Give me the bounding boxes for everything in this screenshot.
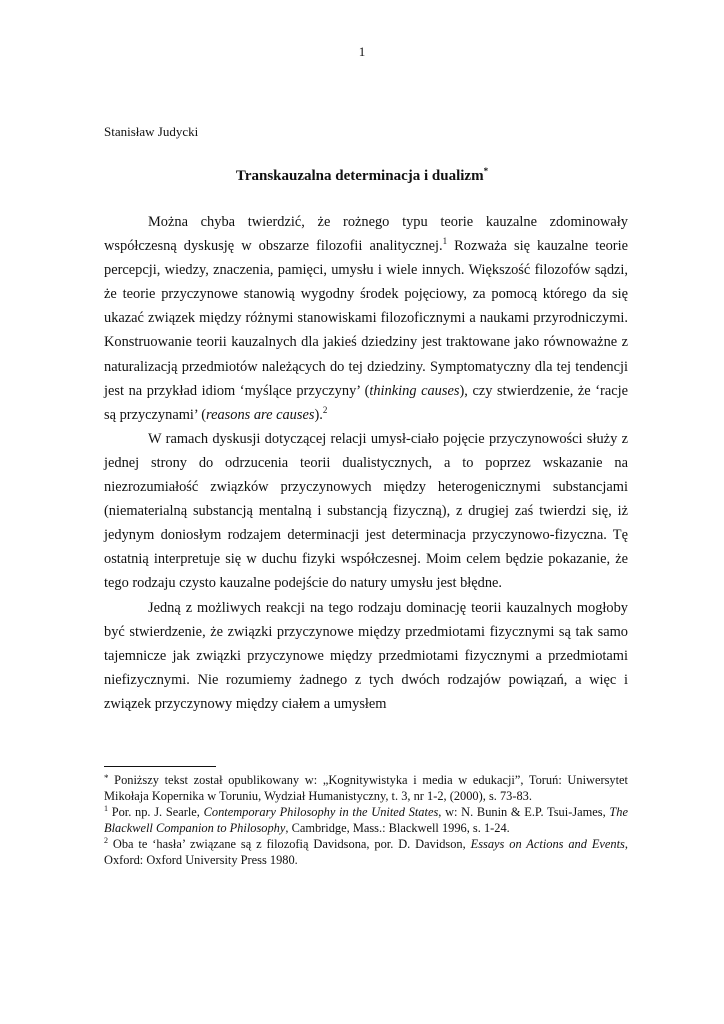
footnote-separator	[104, 766, 216, 767]
footnote-2-text-c: , Oxford: Oxford University Press 1980.	[104, 836, 628, 867]
footnote-star-mark: *	[104, 773, 109, 783]
paragraph-1-text-b: Rozważa się kauzalne teorie percepcji, wiedzy, znaczenia, pamięci, umysłu i wiele innych. Większość filozofów sądzi, że teorie przyczynowe stanowią wygodny środek pojęciowy, za pomocą którego da się ukazać związek między różnymi stanowiskami filozoficznymi a naukami przyrodniczymi. Konstruowanie teorii kauzalnych dla jakieś dziedziny jest traktowane jako równoważne z naturalizacją przedmiotów należących do tej dziedziny. Symptomatyczny dla tej tendencji jest na przykład idiom ‘myślące przyczyny’ (	[104, 238, 628, 399]
footnote-star	[104, 771, 628, 805]
paragraph-1-text-d: ), czy stwierdzenie, że ‘racje są przyczynami’ (	[104, 382, 628, 423]
footnote-ref-1: 1	[442, 236, 448, 247]
author-name: Stanisław Judycki	[104, 124, 199, 139]
footnote-2-italic-book: Essays on Actions and Events	[470, 836, 625, 851]
footnote-1-mark: 1	[104, 803, 108, 813]
footnote-1-text-c: , w: N. Bunin & E.P. Tsui-James,	[438, 804, 610, 819]
page-number: 1	[358, 44, 366, 59]
footnotes	[104, 771, 628, 868]
paragraph-1-italic-reasons-are-causes: reasons are causes	[206, 406, 315, 423]
paragraph-1	[104, 210, 628, 427]
footnote-1	[104, 805, 628, 837]
footnote-1-text-a: Por. np. J. Searle,	[108, 804, 204, 819]
paragraph-1-italic-thinking-causes: thinking causes	[369, 382, 460, 399]
paragraph-1-text-a: Można chyba twierdzić, że rożnego typu teorie kauzalne zdominowały współczesną dyskusję w obszarze filozofii analitycznej.	[104, 214, 628, 255]
footnote-2-mark: 2	[104, 835, 108, 845]
footnote-ref-2: 2	[322, 404, 328, 415]
paragraph-1-text-f: ).	[314, 406, 323, 423]
article-title-text: Transkauzalna determinacja i dualizm	[235, 168, 484, 184]
footnote-2	[104, 837, 628, 869]
footnote-1-text-e: , Cambridge, Mass.: Blackwell 1996, s. 1-24.	[285, 820, 510, 835]
article-title	[0, 166, 724, 185]
title-footnote-mark: *	[483, 166, 489, 176]
footnote-1-italic-title: Contemporary Philosophy in the United States	[203, 804, 439, 819]
footnote-1-italic-book: The Blackwell Companion to Philosophy	[104, 804, 628, 835]
article-body	[104, 210, 628, 716]
footnote-2-text-a: Oba te ‘hasła’ związane są z filozofią Davidsona, por. D. Davidson,	[108, 836, 471, 851]
paragraph-3: Jedną z możliwych reakcji na tego rodzaju dominację teorii kauzalnych mogłoby być stwierdzenie, że związki przyczynowe między przedmiotami fizycznymi są tak samo tajemnicze jak związki przyczynowe między przedmiotami fizycznymi a przedmiotami niefizycznymi. Nie rozumiemy żadnego z tych dwóch rodzajów powiązań, a więc i związek przyczynowy między ciałem a umysłem	[104, 599, 628, 712]
paragraph-2: W ramach dyskusji dotyczącej relacji umysł-ciało pojęcie przyczynowości służy z jednej strony do odrzucenia teorii dualistycznych, a to poprzez wskazanie na niezrozumiałość związków przyczynowych między heterogenicznymi substancjami (niematerialną substancją mentalną i substancją fizyczną), z drugiej zaś twierdzi się, iż jedynym doniosłym rodzajem determinacji jest determinacja przyczynowo-fizyczna. Tę ostatnią interpretuje się w duchu fizyki współczesnej. Moim celem będzie pokazanie, że tego rodzaju czysto kauzalne podejście do natury umysłu jest błędne.	[104, 430, 628, 592]
footnote-star-text: Poniższy tekst został opublikowany w: „Kognitywistyka i media w edukacji”, Toruń: Uniwersytet Mikołaja Kopernika w Toruniu, Wydział Humanistyczny, t. 3, nr 1-2, (2000), s. 73-83.	[104, 773, 628, 803]
